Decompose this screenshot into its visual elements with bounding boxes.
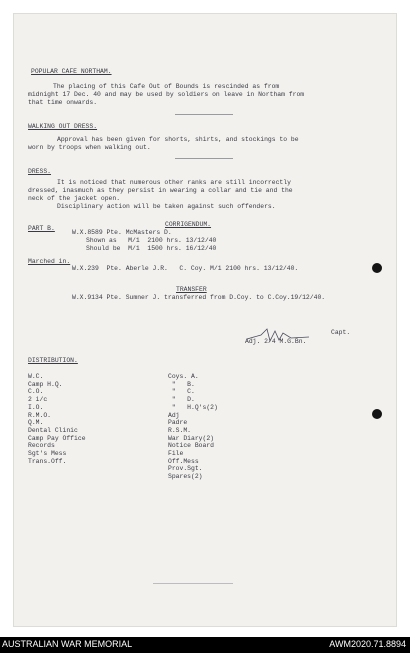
transfer-heading: TRANSFER [176,286,207,293]
corrigendum-heading: CORRIGENDUM. [165,221,212,228]
part-b-label: PART B. [28,225,55,232]
dress-para-line3: neck of the jacket open. [28,195,121,202]
cafe-para-line2: midnight 17 Dec. 40 and may be used by soldiers on leave in Northam from [28,91,305,98]
heading-dress: DRESS. [28,168,52,175]
corrigendum-line1: W.X.8589 Pte. McMasters D. [72,229,172,236]
dress-para-line4: Disciplinary action will be taken against such offenders. [57,203,276,210]
heading-popular-cafe: POPULAR CAFE NORTHAM. [31,68,112,75]
dress-para-line1: It is noticed that numerous other ranks are still incorrectly [57,179,291,186]
separator-3 [153,583,233,584]
walking-para-line2: worn by troops when walking out. [28,144,151,151]
signature-unit: Adj. 2/4 M.G.Bn. [245,338,307,345]
signature-rank: Capt. [331,329,351,336]
walking-para-line1: Approval has been given for shorts, shirts, and stockings to be [57,136,299,143]
corrigendum-line2: Shown as M/1 2100 hrs. 13/12/40 [86,237,217,244]
cafe-para-line1: The placing of this Cafe Out of Bounds is rescinded as from [53,83,280,90]
corrigendum-line3: Should be M/1 1500 hrs. 16/12/40 [86,245,217,252]
document-page [13,13,397,627]
heading-walking-out-dress: WALKING OUT DRESS. [28,123,98,130]
distribution-left-column: W.C. Camp H.Q. C.O. 2 i/c I.O. R.M.O. Q.M. Dental Clinic Camp Pay Office Records Sgt's Mess Trans.Off. [28,373,86,465]
transfer-line: W.X.9134 Pte. Sumner J. transferred from D.Coy. to C.Coy.19/12/40. [72,294,326,301]
punch-hole-upper [372,263,382,273]
separator-1 [175,114,233,115]
archive-footer [0,637,410,653]
punch-hole-lower [372,409,382,419]
archive-name: AUSTRALIAN WAR MEMORIAL [2,639,133,649]
dress-para-line2: dressed, inasmuch as they persist in wearing a collar and tie and the [28,187,293,194]
separator-2 [175,158,233,159]
marched-in-label: Marched in. [28,258,71,265]
accession-number: AWM2020.71.8894 [329,639,406,649]
marched-in-line: W.X.239 Pte. Aberle J.R. C. Coy. M/1 2100 hrs. 13/12/40. [72,265,299,272]
distribution-heading: DISTRIBUTION. [28,357,78,364]
cafe-para-line3: that time onwards. [28,99,98,106]
distribution-right-column: Coys. A. " B. " C. " D. " H.Q's(2) Adj Padre R.S.M. War Diary(2) Notice Board File Off.Mess Prov.Sgt. Spares(2) [168,373,218,481]
